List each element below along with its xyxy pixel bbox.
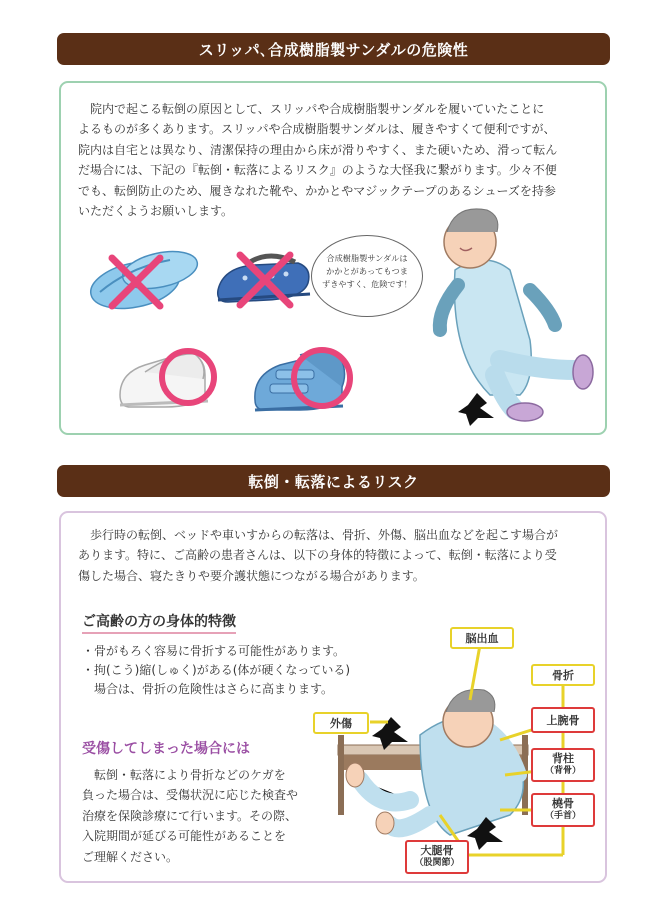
label-fracture: 骨折 [531,664,595,686]
bullet-item: ・拘(こう)縮(しゅく)がある(体が硬くなっている) [82,663,351,677]
slipping-man-illustration [440,209,593,426]
warning-speech-bubble: 合成樹脂製サンダルは かかとがあってもつま ずきやすく、危険です！ [311,235,423,317]
label-humerus: 上腕骨 [531,707,595,733]
label-femur: 大腿骨 （股関節） [405,840,469,874]
label-external-injury: 外傷 [313,712,369,734]
elderly-characteristics-heading: ご高齢の方の身体的特徴 [82,611,236,634]
bullet-item: ・骨がもろく容易に骨折する可能性があります。 [82,644,346,658]
injured-heading: 受傷してしまった場合には [82,741,250,757]
bullet-item: 場合は、骨折の危険性はさらに高まります。 [82,682,334,696]
label-brain-hemorrhage: 脳出血 [450,627,514,649]
section2-paragraph: 歩行時の転倒、ベッドや車いすからの転落は、骨折、外傷、脳出血などを起こす場合が あります。特に、ご高齢の患者さんは、以下の身体的特徴によって、転倒・転落により受 傷した場合、寝たきりや要介護状態につながる場合があります。 [78,528,559,583]
label-radius: 橈骨 （手首） [531,793,595,827]
impact-mark-icon [458,393,494,426]
slipper-illustration [86,245,200,315]
section1-title: スリッパ､合成樹脂製サンダルの危険性 [198,40,469,59]
section2-title: 転倒・転落によるリスク [248,472,419,491]
label-spine: 背柱 （背骨） [531,748,595,782]
injured-paragraph: 転倒・転落により骨折などのケガを 負った場合は、受傷状況に応じた検査や 治療を保険診療にて行います。その際、 入院期間が延びる可能性があることを ご理解ください。 [82,768,299,864]
section2-title-banner [57,465,610,497]
section1-paragraph: 院内で起こる転倒の原因として、スリッパや合成樹脂製サンダルを履いていたことに よるものが多くあります。スリッパや合成樹脂製サンダルは、履きやすくて便利ですが、 院内は自宅とは異なり、清潔保持の理由から床が滑りやすく、また硬いため、滑って転ん だ場合には、下記の『転倒・転落によるリスク』のような大怪我に繋がります。少々不便 でも、転倒防止のため、履きなれた靴や、かかとやマジックテープのあるシューズを持参 いただくようお願いします。 [78,102,558,219]
